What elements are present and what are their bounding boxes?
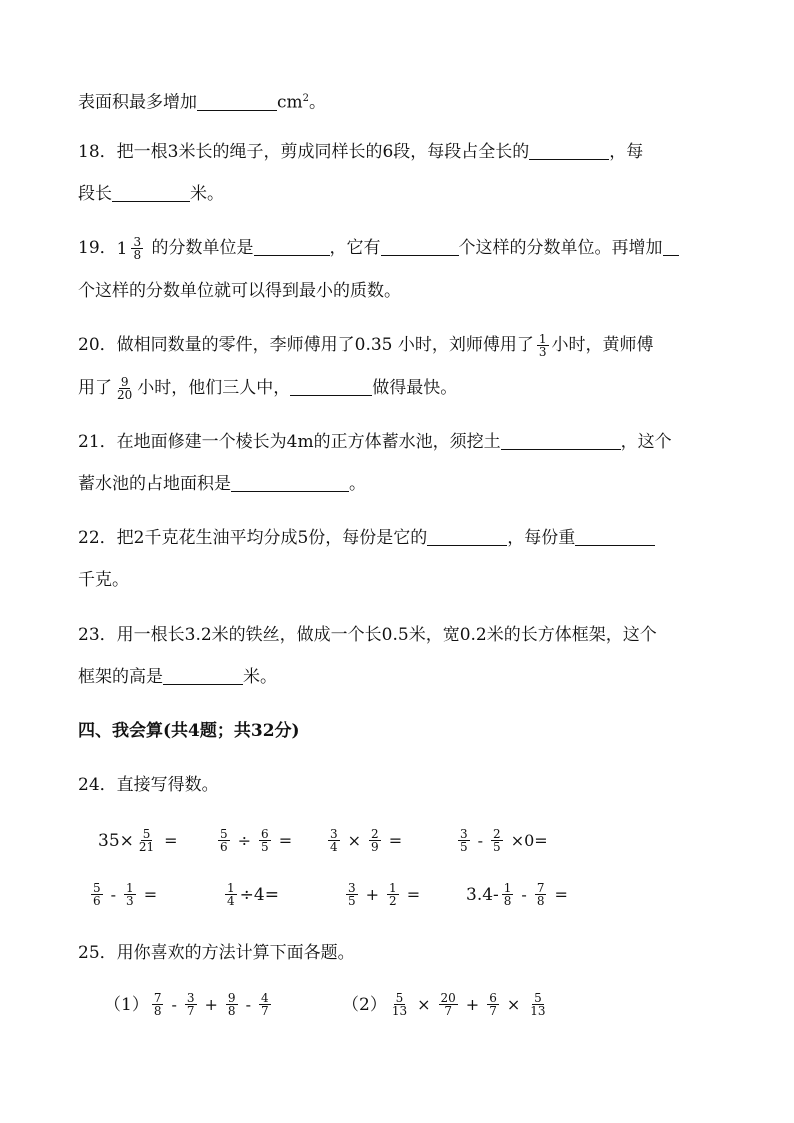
text: 3.4- [466, 884, 499, 905]
text: 18．把一根3米长的绳子，剪成同样长的6段，每段占全长的 [78, 142, 530, 162]
question-25: 25．用你喜欢的方法计算下面各题。 [78, 943, 355, 963]
text: 米。 [243, 667, 277, 687]
operator: - [521, 884, 527, 904]
equals: = [554, 884, 568, 904]
text: ，它有 [329, 238, 381, 258]
fraction [137, 828, 156, 853]
fraction [226, 992, 238, 1017]
problem-1 [104, 992, 274, 1017]
answer-blank[interactable] [381, 237, 459, 256]
numerator: 5 [395, 991, 404, 1005]
text: 小时，黄师傅 [551, 335, 654, 355]
fraction [390, 992, 409, 1017]
expression-8 [466, 882, 573, 907]
denominator: 8 [536, 894, 545, 908]
text: 19． [78, 238, 117, 258]
numerator: 1 [389, 881, 397, 895]
answer-blank[interactable] [290, 377, 372, 396]
whole: 1 [116, 238, 128, 259]
numerator: 2 [371, 827, 379, 841]
denominator: 5 [493, 840, 501, 854]
operator: × [417, 994, 431, 1014]
denominator: 3 [126, 894, 134, 908]
label: （1） [104, 994, 149, 1015]
numerator: 20 [440, 991, 456, 1005]
fraction [91, 882, 103, 907]
text: 。 [349, 474, 366, 494]
problem-2 [342, 992, 551, 1017]
numerator: 5 [142, 827, 151, 841]
question-22-line-2 [78, 569, 129, 591]
equals: = [278, 830, 293, 850]
denominator: 4 [227, 894, 235, 908]
numerator: 3 [330, 827, 338, 841]
operator: × [506, 994, 521, 1014]
question-20-line-1 [78, 333, 654, 358]
text: 。 [309, 92, 327, 113]
answer-blank[interactable] [112, 183, 190, 202]
text: ÷4= [239, 884, 279, 905]
denominator: 8 [503, 894, 512, 908]
text: 用了 [78, 378, 112, 398]
equals: = [143, 884, 158, 904]
numerator: 7 [536, 881, 545, 895]
fraction [225, 882, 237, 907]
denominator: 7 [260, 1004, 269, 1018]
numerator: 5 [534, 991, 542, 1005]
numerator: 1 [227, 881, 235, 895]
text: 蓄水池的占地面积是 [78, 474, 231, 494]
numerator: 1 [126, 881, 134, 895]
denominator: 8 [153, 1004, 162, 1018]
fraction [259, 992, 271, 1017]
fraction [115, 376, 134, 401]
expression-6 [222, 882, 279, 907]
denominator: 8 [133, 248, 142, 262]
text: 个这样的分数单位。再增加 [458, 238, 663, 258]
question-20-line-2 [78, 376, 457, 401]
text: 22．把2千克花生油平均分成5份，每份是它的 [78, 528, 428, 548]
denominator: 6 [220, 840, 228, 854]
text: 小时，他们三人中， [137, 378, 291, 398]
fraction [328, 828, 340, 853]
numerator: 1 [538, 332, 547, 346]
numerator: 3 [460, 827, 468, 841]
text: 23．用一根长3.2米的铁丝，做成一个长0.5米，宽0.2米的长方体框架，这个 [78, 625, 657, 645]
text: 20．做相同数量的零件，李师傅用了0.35 小时，刘师傅用了 [78, 335, 534, 355]
answer-blank[interactable] [427, 527, 507, 546]
numerator: 7 [153, 991, 162, 1005]
question-21-line-1 [78, 431, 672, 453]
fraction [487, 992, 499, 1017]
equals: ×0= [510, 830, 548, 850]
mixed-number [117, 236, 146, 261]
equals: = [406, 884, 421, 904]
fraction [346, 882, 358, 907]
denominator: 21 [138, 840, 155, 854]
denominator: 5 [261, 840, 269, 854]
numerator: 4 [260, 991, 269, 1005]
operator: + [204, 994, 218, 1014]
numerator: 3 [348, 881, 356, 895]
fraction [439, 992, 458, 1017]
operator: ÷ [237, 830, 252, 850]
denominator: 3 [538, 345, 547, 359]
fraction [185, 992, 197, 1017]
answer-blank[interactable] [197, 92, 277, 111]
denominator: 8 [227, 1004, 236, 1018]
equals: = [388, 830, 403, 850]
section-heading: 四、我会算(共4题；共32分) [78, 721, 300, 741]
operator: - [245, 994, 251, 1014]
fraction [387, 882, 399, 907]
fraction [218, 828, 230, 853]
expression-7 [343, 882, 425, 907]
operator: × [347, 830, 362, 850]
numerator: 3 [133, 235, 142, 249]
denominator: 20 [117, 388, 133, 402]
expression-1 [98, 828, 183, 853]
expression-4 [455, 828, 553, 853]
expression-2 [215, 828, 297, 853]
denominator: 13 [391, 1004, 408, 1018]
text: 做得最快。 [372, 378, 458, 398]
text: ，每份重 [507, 528, 576, 548]
fraction [259, 828, 271, 853]
fraction [502, 882, 514, 907]
question-23-line-2 [78, 666, 277, 688]
numerator: 1 [503, 881, 512, 895]
text: 框架的高是 [78, 667, 163, 687]
text: 21．在地面修建一个棱长为4m的正方体蓄水池，须挖土 [78, 432, 501, 452]
text: 千克。 [78, 570, 129, 590]
numerator: 3 [186, 991, 195, 1005]
fraction [152, 992, 164, 1017]
fraction [528, 992, 547, 1017]
answer-blank[interactable] [163, 666, 243, 685]
fraction [458, 828, 470, 853]
numerator: 6 [489, 991, 497, 1005]
operator: - [110, 884, 117, 904]
fraction [537, 333, 549, 358]
question-23-line-1 [78, 624, 657, 646]
numerator: 5 [93, 881, 101, 895]
denominator: 5 [460, 840, 468, 854]
fraction [535, 882, 547, 907]
answer-blank[interactable] [254, 237, 330, 256]
fraction [131, 236, 143, 261]
denominator: 6 [93, 894, 101, 908]
fraction [124, 882, 136, 907]
label: （2） [342, 994, 387, 1015]
operator: - [171, 994, 177, 1014]
text: 表面积最多增加 [78, 92, 197, 113]
answer-blank[interactable] [529, 141, 609, 160]
expression-5 [88, 882, 162, 907]
line-0 [78, 88, 326, 114]
denominator: 7 [444, 1004, 452, 1018]
numerator: 5 [220, 827, 228, 841]
denominator: 5 [348, 894, 356, 908]
text: 个这样的分数单位就可以得到最小的质数。 [78, 281, 401, 301]
numerator: 2 [493, 827, 501, 841]
denominator: 13 [530, 1004, 546, 1018]
text: 段长 [78, 184, 112, 204]
denominator: 7 [489, 1004, 497, 1018]
operator: + [365, 884, 380, 904]
numerator: 9 [120, 375, 129, 389]
text: ，这个 [620, 432, 672, 452]
denominator: 4 [330, 840, 338, 854]
question-19-line-2 [78, 280, 401, 302]
numerator: 6 [261, 827, 269, 841]
unit-exponent: 2 [302, 93, 310, 104]
answer-blank[interactable] [663, 237, 679, 256]
answer-blank[interactable] [501, 431, 621, 450]
text: 35× [98, 830, 134, 851]
question-18-line-2 [78, 183, 224, 205]
question-19-line-1 [78, 236, 679, 261]
numerator: 9 [227, 991, 236, 1005]
question-22-line-1 [78, 527, 655, 549]
fraction [369, 828, 381, 853]
denominator: 2 [389, 894, 397, 908]
denominator: 7 [186, 1004, 195, 1018]
operator: - [477, 830, 484, 850]
question-21-line-2 [78, 473, 366, 495]
answer-blank[interactable] [231, 473, 349, 492]
operator: + [465, 994, 480, 1014]
answer-blank[interactable] [575, 527, 655, 546]
fraction [491, 828, 503, 853]
text: ，每 [609, 142, 644, 162]
unit: cm [277, 92, 303, 113]
equals: = [164, 830, 178, 850]
question-18-line-1 [78, 141, 643, 163]
text: 米。 [190, 184, 224, 204]
text: 的分数单位是 [151, 238, 254, 258]
denominator: 9 [371, 840, 379, 854]
question-24: 24．直接写得数。 [78, 775, 219, 795]
expression-3 [325, 828, 407, 853]
